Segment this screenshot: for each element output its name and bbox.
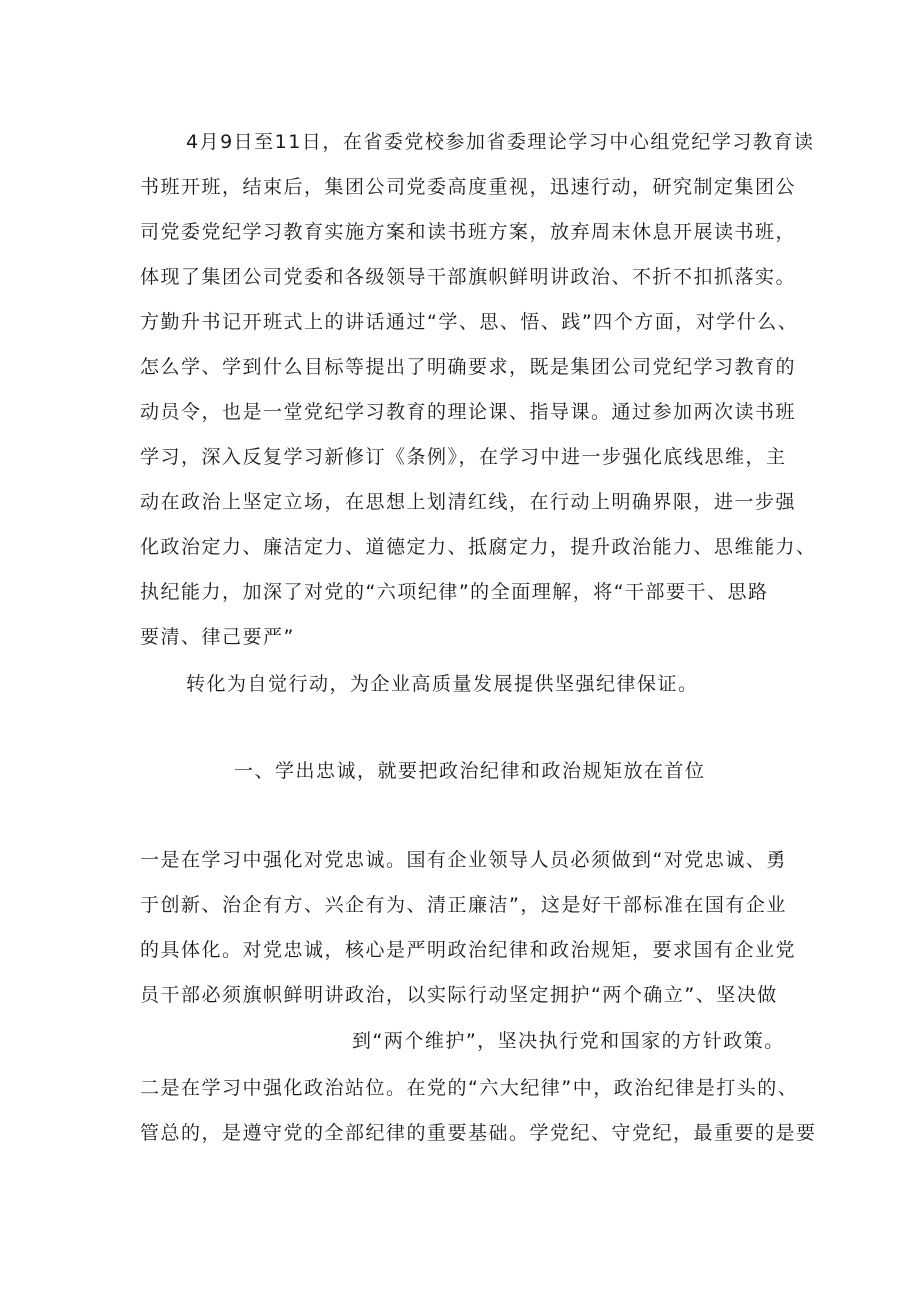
paragraph-3-line-1: 一是在学习中强化对党忠诚。国有企业领导人员必须做到“对党忠诚、勇	[140, 849, 787, 871]
paragraph-1-line-10: 化政治定力、廉洁定力、道德定力、抵腐定力，提升政治能力、思维能力、	[140, 536, 817, 558]
paragraph-3-line-2: 于创新、治企有方、兴企有为、清正廉洁”，这是好干部标准在国有企业	[140, 894, 787, 916]
paragraph-1-line-3: 司党委党纪学习教育实施方案和读书班方案，放弃周末休息开展读书班，	[140, 221, 797, 243]
paragraph-1-line-5: 方勤升书记开班式上的讲话通过“学、思、悟、践”四个方面，对学什么、	[140, 311, 799, 333]
section-heading: 一、学出忠诚，就要把政治纪律和政治规矩放在首位	[234, 760, 706, 782]
paragraph-4-line-2: 管总的，是遵守党的全部纪律的重要基础。学党纪、守党纪，最重要的是要	[140, 1122, 817, 1144]
paragraph-3-line-3: 的具体化。对党忠诚，核心是严明政治纪律和政治规矩，要求国有企业党	[140, 939, 797, 961]
paragraph-2: 转化为自觉行动，为企业高质量发展提供坚强纪律保证。	[186, 673, 699, 695]
paragraph-1-line-11: 执纪能力，加深了对党的“六项纪律”的全面理解，将“干部要干、思路	[140, 581, 769, 603]
paragraph-1-line-6: 怎么学、学到什么目标等提出了明确要求，既是集团公司党纪学习教育的	[140, 356, 797, 378]
paragraph-1-line-4: 体现了集团公司党委和各级领导干部旗帜鲜明讲政治、不折不扣抓落实。	[140, 266, 797, 288]
paragraph-1-line-8: 学习，深入反复学习新修订《条例》，在学习中进一步强化底线思维，主	[140, 446, 787, 468]
paragraph-4-line-1: 二是在学习中强化政治站位。在党的“六大纪律”中，政治纪律是打头的、	[140, 1077, 799, 1099]
paragraph-3-line-4: 员干部必须旗帜鲜明讲政治，以实际行动坚定拥护“两个确立”、坚决做	[140, 984, 778, 1006]
paragraph-1-line-12: 要清、律己要严”	[140, 626, 295, 648]
paragraph-1-line-1: 4月9日至11日，在省委党校参加省委理论学习中心组党纪学习教育读	[186, 131, 815, 153]
paragraph-1-line-9: 动在政治上坚定立场，在思想上划清红线，在行动上明确界限，进一步强	[140, 491, 797, 513]
paragraph-1-line-7: 动员令，也是一堂党纪学习教育的理论课、指导课。通过参加两次读书班	[140, 401, 797, 423]
paragraph-1-line-2: 书班开班，结束后，集团公司党委高度重视，迅速行动，研究制定集团公	[140, 176, 797, 198]
paragraph-3-line-5: 到“两个维护”，坚决执行党和国家的方针政策。	[352, 1030, 785, 1052]
